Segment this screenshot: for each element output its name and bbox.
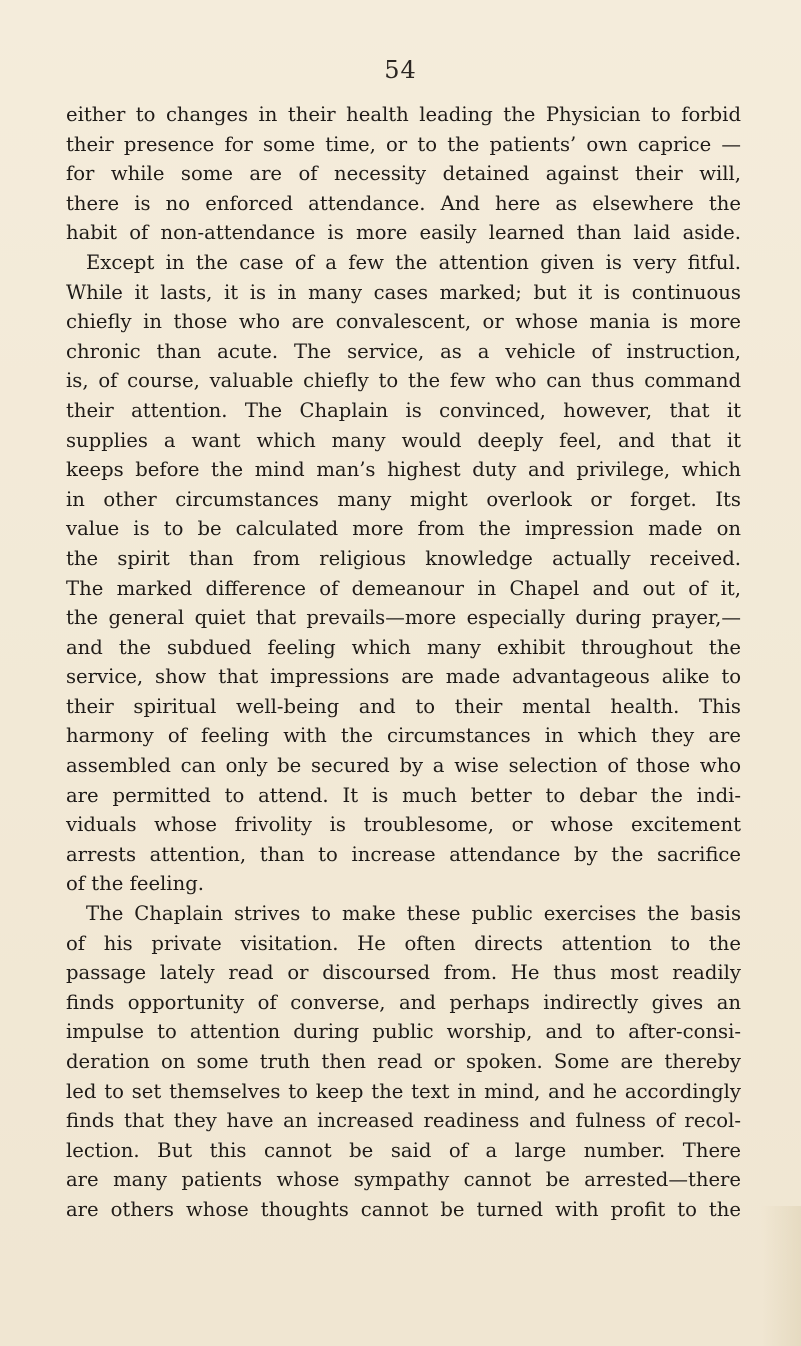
text-line: assembled can only be secured by a wise selection of those who [66,754,741,778]
body-text [66,100,741,1225]
text-line: chiefly in those who are convalescent, or whose mania is more [66,310,741,334]
text-line: in other circumstances many might overlook or forget. Its [66,487,741,511]
text-line: impulse to attention during public worship, and to after-consi- [66,1020,741,1044]
text-line: of his private visitation. He often directs attention to the [66,931,741,955]
text-line: While it lasts, it is in many cases marked; but it is continuous [66,280,741,304]
text-line: is, of course, valuable chiefly to the few who can thus command [66,369,741,393]
text-line: supplies a want which many would deeply feel, and that it [66,428,741,452]
text-line: their spiritual well-being and to their mental health. This [66,694,741,718]
text-line: passage lately read or discoursed from. He thus most readily [66,961,741,985]
text-line: their presence for some time, or to the patients’ own caprice — [66,132,741,156]
text-line: harmony of feeling with the circumstances in which they are [66,724,741,748]
text-line: are permitted to attend. It is much better to debar the indi- [66,783,741,807]
text-line: value is to be calculated more from the impression made on [66,517,741,541]
text-line: of the feeling. [66,872,204,896]
page-number: 54 [384,56,417,84]
text-line: Except in the case of a few the attention given is very fitful. [86,250,741,274]
text-line: arrests attention, than to increase attendance by the sacrifice [66,842,741,866]
text-line: lection. But this cannot be said of a large number. There [66,1138,741,1162]
text-line: habit of non-attendance is more easily learned than laid aside. [66,221,741,245]
text-line: the spirit than from religious knowledge actually received. [66,546,741,570]
text-line: either to changes in their health leading the Physician to forbid [66,103,741,126]
text-line: viduals whose frivolity is troublesome, or whose excitement [66,813,741,837]
text-line: there is no enforced attendance. And here as elsewhere the [66,191,741,215]
text-line: the general quiet that prevails—more especially during prayer,— [66,606,741,630]
text-line: finds opportunity of converse, and perhaps indirectly gives an [66,990,741,1014]
text-line: service, show that impressions are made advantageous alike to [66,665,741,689]
text-line: and the subdued feeling which many exhibit throughout the [66,635,741,659]
text-line: led to set themselves to keep the text in mind, and he accordingly [66,1079,741,1103]
text-line: keeps before the mind man’s highest duty and privilege, which [66,458,741,482]
page-corner-shadow [761,1206,801,1346]
text-line: for while some are of necessity detained against their will, [66,162,741,186]
text-line: their attention. The Chaplain is convinced, however, that it [66,398,741,422]
text-line: The marked difference of demeanour in Chapel and out of it, [66,576,741,600]
text-line: finds that they have an increased readiness and fulness of recol- [66,1109,741,1133]
text-line: chronic than acute. The service, as a vehicle of instruction, [66,339,741,363]
text-line: The Chaplain strives to make these public exercises the basis [86,902,741,926]
text-line: are others whose thoughts cannot be turned with profit to the [66,1197,741,1221]
text-line: are many patients whose sympathy cannot be arrested—there [66,1168,741,1192]
text-line: deration on some truth then read or spoken. Some are thereby [66,1050,741,1073]
